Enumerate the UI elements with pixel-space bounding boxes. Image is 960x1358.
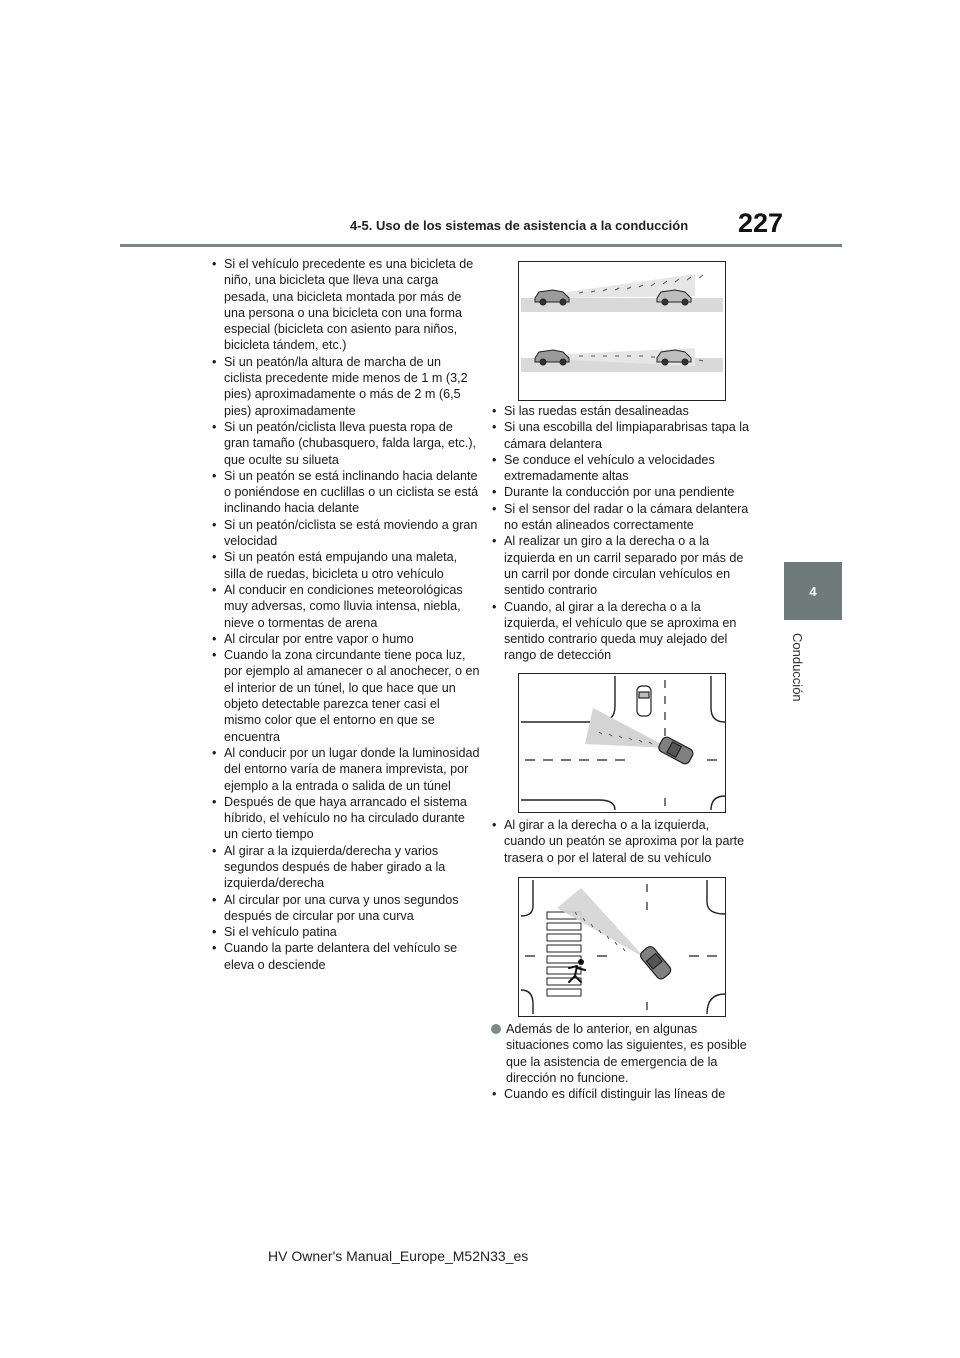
list-item: • Si el vehículo patina	[210, 924, 480, 940]
right-column-note	[490, 1021, 755, 1102]
left-column	[210, 256, 480, 973]
list-item: • Al girar a la izquierda/derecha y varios segundos después de haber girado a la izquierda/derecha	[210, 843, 480, 892]
own-car-icon	[657, 735, 695, 765]
illustration-misaligned-radar	[518, 261, 726, 401]
list-item: • Si el sensor del radar o la cámara delantera no están alineados correctamente	[490, 501, 758, 534]
illustration-crosswalk-pedestrian	[518, 877, 726, 1017]
header-divider	[120, 244, 842, 247]
footer-text: HV Owner's Manual_Europe_M52N33_es	[268, 1248, 529, 1264]
list-item: • Al circular por una curva y unos segundos después de circular por una curva	[210, 892, 480, 925]
note-paragraph: Además de lo anterior, en algunas situaciones como las siguientes, es posible que la asistencia de emergencia de la dirección no funcione.	[490, 1021, 755, 1086]
list-item: • Durante la conducción por una pendiente	[490, 484, 758, 500]
list-item: • Si un peatón/ciclista se está moviendo a gran velocidad	[210, 517, 480, 550]
section-title: 4-5. Uso de los sistemas de asistencia a la conducción	[350, 218, 689, 233]
page-number: 227	[738, 208, 784, 238]
list-item: • Al realizar un giro a la derecha o a la izquierda en un carril separado por más de un carril por donde circulan vehículos en sentido contrario	[490, 533, 758, 598]
list-item: • Cuando la parte delantera del vehículo se eleva o desciende	[210, 940, 480, 973]
left-bullet-list	[210, 256, 480, 973]
bullet-circle-icon	[491, 1024, 501, 1034]
list-item: • Al girar a la derecha o a la izquierda, cuando un peatón se aproxima por la parte trasera o por el lateral de su vehículo	[490, 817, 752, 866]
chapter-number: 4	[809, 583, 817, 599]
list-item: • Si un peatón/la altura de marcha de un ciclista precedente mide menos de 1 m (3,2 pies) aproximadamente o más de 2 m (6,5 pies) aproximadamente	[210, 354, 480, 419]
right-column-list-b	[490, 817, 752, 866]
list-item: • Al conducir en condiciones meteorológicas muy adversas, como lluvia intensa, niebla, nieve o tormentas de arena	[210, 582, 480, 631]
list-item: • Cuando es difícil distinguir las líneas de	[490, 1086, 755, 1102]
list-item: • Si el vehículo precedente es una bicicleta de niño, una bicicleta que lleva una carga pesada, una bicicleta montada por más de una persona o una bicicleta con una forma especial (bicicleta con asiento para niños, bicicleta tándem, etc.)	[210, 256, 480, 354]
oncoming-car-icon	[637, 686, 651, 716]
right-column-list-a	[490, 403, 758, 664]
list-item: • Después de que haya arrancado el sistema híbrido, el vehículo no ha circulado durante un cierto tiempo	[210, 794, 480, 843]
list-item: • Al conducir por un lugar donde la luminosidad del entorno varía de manera imprevista, por ejemplo a la entrada o salida de un túnel	[210, 745, 480, 794]
list-item: • Cuando la zona circundante tiene poca luz, por ejemplo al amanecer o al anochecer, o en el interior de un túnel, lo que hace que un objeto detectable parezca tener casi el mismo color que el entorno en que se encuentra	[210, 647, 480, 745]
list-item: • Al circular por entre vapor o humo	[210, 631, 480, 647]
list-item: • Si un peatón está empujando una maleta, silla de ruedas, bicicleta u otro vehículo	[210, 549, 480, 582]
list-item: • Se conduce el vehículo a velocidades extremadamente altas	[490, 452, 758, 485]
list-item: • Si un peatón se está inclinando hacia delante o poniéndose en cuclillas o un ciclista se está inclinando hacia delante	[210, 468, 480, 517]
illustration-intersection-oncoming	[518, 673, 726, 813]
list-item: • Si una escobilla del limpiaparabrisas tapa la cámara delantera	[490, 419, 758, 452]
chapter-tab	[784, 562, 842, 620]
own-car-icon	[639, 945, 673, 981]
list-item: • Si las ruedas están desalineadas	[490, 403, 758, 419]
list-item: • Si un peatón/ciclista lleva puesta ropa de gran tamaño (chubasquero, falda larga, etc.), que oculte su silueta	[210, 419, 480, 468]
chapter-label: Conducción	[790, 633, 805, 702]
list-item: • Cuando, al girar a la derecha o a la izquierda, el vehículo que se aproxima en sentido contrario queda muy alejado del rango de detección	[490, 599, 758, 664]
